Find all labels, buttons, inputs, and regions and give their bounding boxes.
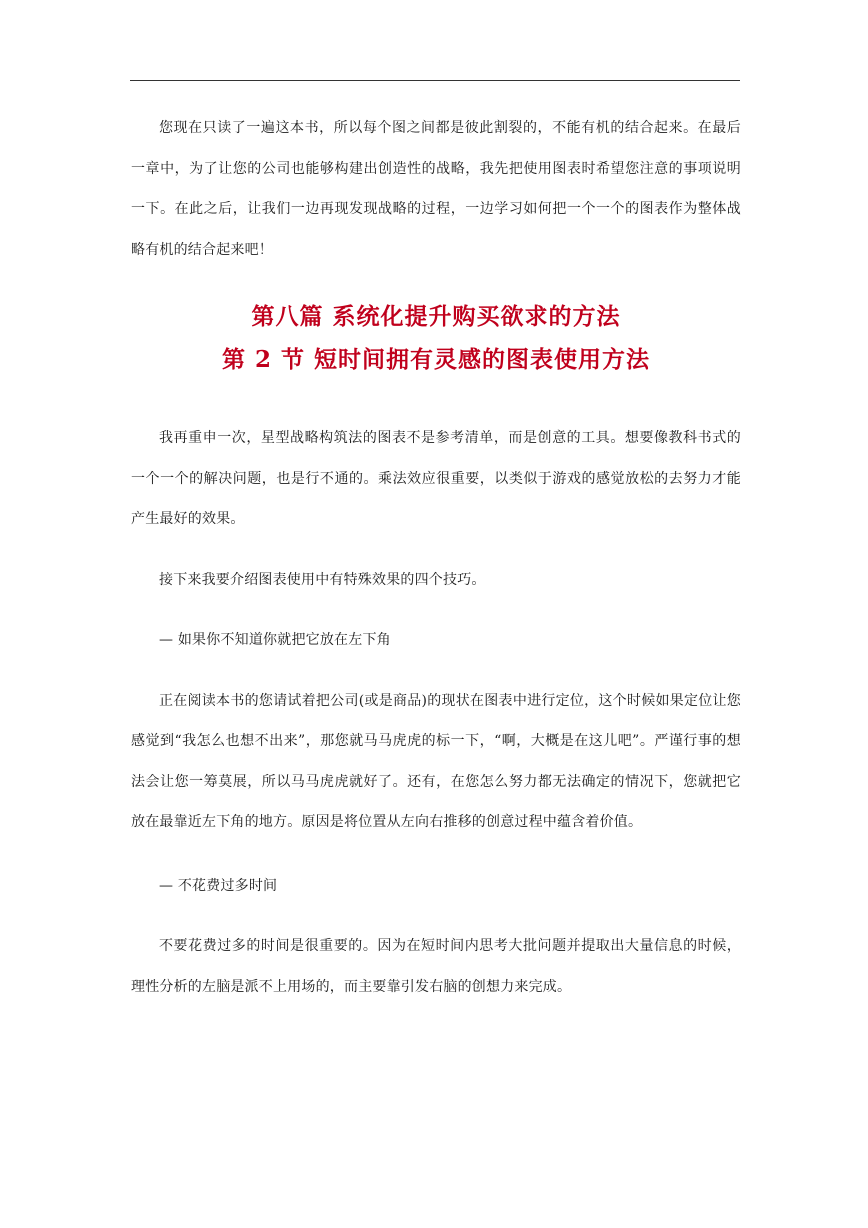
chapter-heading: 第八篇 系统化提升购买欲求的方法: [251, 303, 621, 330]
body-paragraph-1: 我再重申一次，星型战略构筑法的图表不是参考清单，而是创意的工具。想要像教科书式的一个一个的解决问题，也是行不通的。乘法效应很重要，以类似于游戏的感觉放松的去努力才能产生最好的效果。: [131, 430, 741, 527]
spacer: [131, 843, 741, 866]
spacer: [131, 661, 741, 681]
section-heading: 第 2 节 短时间拥有灵感的图表使用方法: [221, 346, 651, 373]
heading-block: [131, 295, 741, 381]
tip-2-title: — 不花费过多时间: [159, 877, 278, 894]
intro-paragraph: 您现在只读了一遍这本书，所以每个图之间都是彼此割裂的，不能有机的结合起来。在最后一章中，为了让您的公司也能够构建出创造性的战略，我先把使用图表时希望您注意的事项说明一下。在此之后，让我们一边再现发现战略的过程，一边学习如何把一个一个的图表作为整体战略有机的结合起来吧！: [131, 120, 741, 258]
body-paragraph-2: 接下来我要介绍图表使用中有特殊效果的四个技巧。: [159, 571, 486, 588]
header-rule: [130, 80, 740, 81]
page-content: [131, 108, 741, 1007]
body-paragraph-3: 正在阅读本书的您请试着把公司(或是商品)的现状在图表中进行定位，这个时候如果定位让您感觉到“我怎么也想不出来”，那您就马马虎虎的标一下，“啊，大概是在这儿吧”。严谨行事的想法会让您一筹莫展，所以马马虎虎就好了。还有，在您怎么努力都无法确定的情况下，您就把它放在最靠近左下角的地方。原因是将位置从左向右推移的创意过程中蕴含着价值。: [131, 692, 741, 830]
spacer: [131, 540, 741, 560]
body-paragraph-4: 不要花费过多的时间是很重要的。因为在短时间内思考大批问题并提取出大量信息的时候，理性分析的左脑是派不上用场的，而主要靠引发右脑的创想力来完成。: [131, 938, 741, 995]
spacer: [131, 600, 741, 620]
tip-1-title: — 如果你不知道你就把它放在左下角: [159, 632, 391, 648]
spacer: [131, 906, 741, 926]
